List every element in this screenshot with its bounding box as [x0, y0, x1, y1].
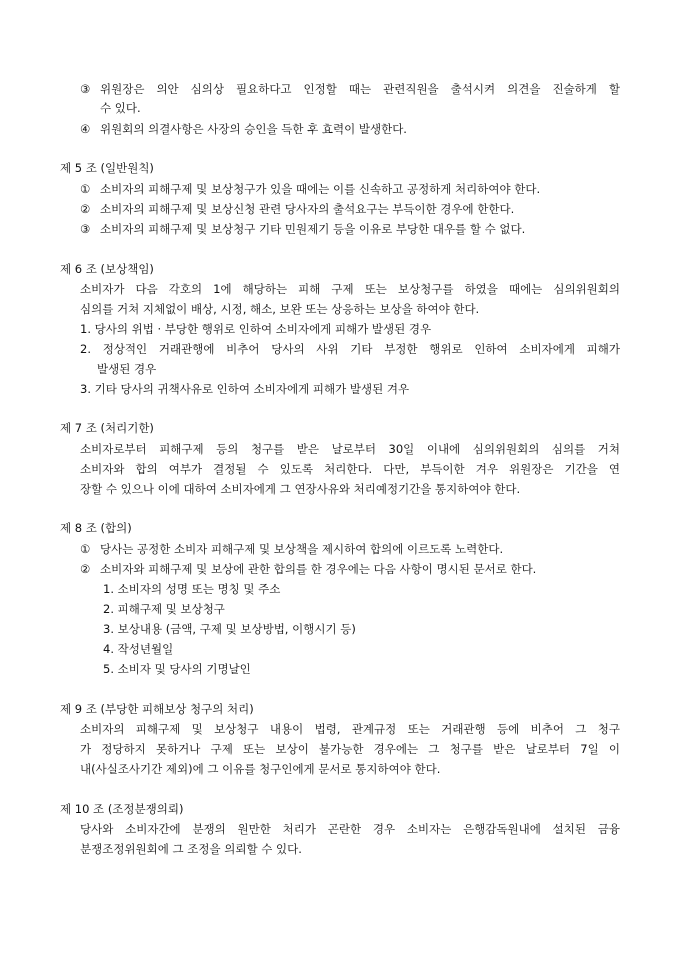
paragraph-line: 소비자의 피해구제 및 보상신청 관련 당사자의 출석요구는 부득이한 경우에 한한다. [100, 202, 515, 216]
paragraph-line: 수 있다. [100, 101, 141, 115]
paragraph-line: 심의를 거쳐 지체없이 배상, 시정, 해소, 보완 또는 상응하는 보상을 하여야 한다. [80, 302, 480, 316]
item-marker: ① [80, 542, 91, 556]
paragraph-line: 당사는 공정한 소비자 피해구제 및 보상책을 제시하여 합의에 이르도록 노력한다. [100, 542, 504, 556]
sub-list-item: 3. 보상내용 (금액, 구제 및 보상방법, 이행시기 등) [103, 622, 356, 636]
sub-list-item: 2. 피해구제 및 보상청구 [103, 602, 225, 616]
item-marker: ③ [80, 222, 91, 236]
article-heading: 제 6 조 (보상책임) [60, 262, 154, 276]
item-marker: ① [80, 182, 91, 196]
article-heading: 제 7 조 (처리기한) [60, 421, 154, 435]
item-marker: ② [80, 562, 91, 576]
paragraph-line: 소비자의 피해구제 및 보상청구가 있을 때에는 이를 신속하고 공정하게 처리하여야 한다. [100, 182, 541, 196]
paragraph-line: 소비자와 피해구제 및 보상에 관한 합의를 한 경우에는 다음 사항이 명시된 문서로 한다. [100, 562, 537, 576]
list-item: 1. 당사의 위법 · 부당한 행위로 인하여 소비자에게 피해가 발생된 경우 [80, 322, 432, 336]
paragraph-line: 당사와 소비자간에 분쟁의 원만한 처리가 곤란한 경우 소비자는 은행감독원내에 설치된 금융 [80, 822, 620, 836]
paragraph-line: 위원회의 의결사항은 사장의 승인을 득한 후 효력이 발생한다. [100, 122, 407, 136]
paragraph-line: 소비자의 피해구제 및 보상청구 내용이 법령, 관계규정 또는 거래관행 등에 비추어 그 청구 [80, 722, 620, 736]
sub-list-item: 5. 소비자 및 당사의 기명날인 [103, 662, 251, 676]
sub-list-item: 1. 소비자의 성명 또는 명칭 및 주소 [103, 582, 281, 596]
list-item-continuation: 발생된 경우 [97, 362, 157, 376]
paragraph-line: 위원장은 의안 심의상 필요하다고 인정할 때는 관련직원을 출석시켜 의견을 진술하게 할 [100, 82, 620, 96]
paragraph-line: 소비자의 피해구제 및 보상청구 기타 민원제기 등을 이유로 부당한 대우를 할 수 없다. [100, 222, 526, 236]
paragraph-line: 내(사실조사기간 제외)에 그 이유를 청구인에게 문서로 통지하여야 한다. [80, 762, 441, 776]
item-marker: ③ [80, 82, 91, 96]
item-marker: ④ [80, 122, 91, 136]
item-marker: ② [80, 202, 91, 216]
paragraph-line: 장할 수 있으나 이에 대하여 소비자에게 그 연장사유와 처리예정기간을 통지하여야 한다. [80, 482, 521, 496]
paragraph-line: 소비자가 다음 각호의 1에 해당하는 피해 구제 또는 보상청구를 하였을 때에는 심의위원회의 [80, 282, 620, 296]
article-heading: 제 10 조 (조정분쟁의뢰) [60, 802, 184, 816]
paragraph-line: 소비자로부터 피해구제 등의 청구를 받은 날로부터 30일 이내에 심의위원회의 심의를 거쳐 [80, 442, 620, 456]
list-item: 2. 정상적인 거래관행에 비추어 당사의 사위 기타 부정한 행위로 인하여 소비자에게 피해가 [80, 342, 620, 356]
paragraph-line: 가 정당하지 못하거나 구제 또는 보상이 불가능한 경우에는 그 청구를 받은 날로부터 7일 이 [80, 742, 620, 756]
article-heading: 제 5 조 (일반원칙) [60, 161, 154, 175]
sub-list-item: 4. 작성년월일 [103, 642, 174, 656]
article-heading: 제 9 조 (부당한 피해보상 청구의 처리) [60, 702, 254, 716]
paragraph-line: 소비자와 합의 여부가 결정될 수 있도록 처리한다. 다만, 부득이한 겨우 위원장은 기간을 연 [80, 462, 620, 476]
list-item: 3. 기타 당사의 귀책사유로 인하여 소비자에게 피해가 발생된 겨우 [80, 382, 410, 396]
paragraph-line: 분쟁조정위원회에 그 조정을 의뢰할 수 있다. [80, 842, 302, 856]
article-heading: 제 8 조 (합의) [60, 521, 132, 535]
